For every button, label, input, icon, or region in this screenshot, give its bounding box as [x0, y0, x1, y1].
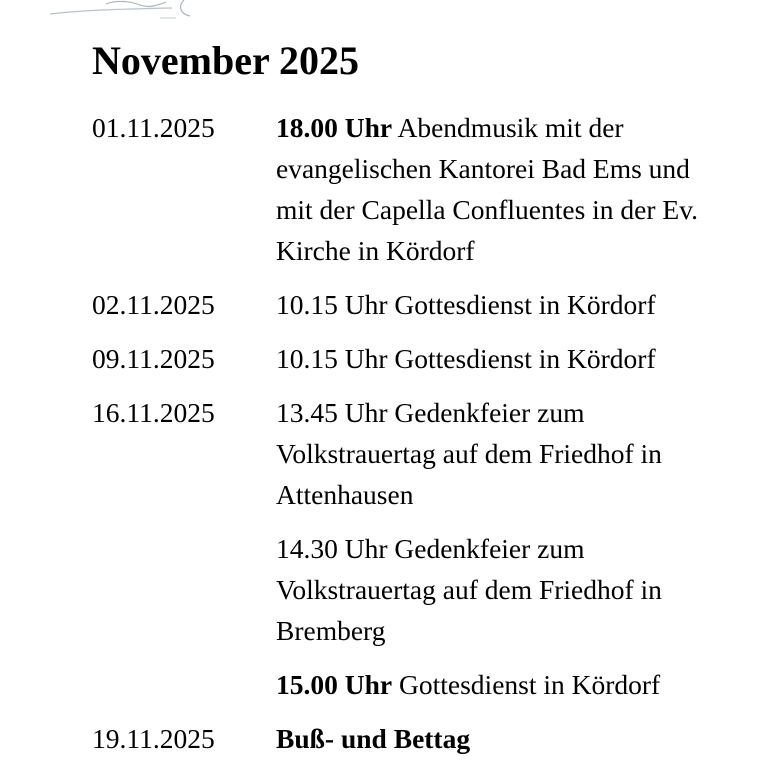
event-text [276, 664, 726, 705]
event-time: 15.00 Uhr [276, 669, 393, 700]
event-text [276, 107, 726, 271]
event-text: 10.15 Uhr Gottesdienst in Kördorf [276, 343, 656, 374]
event-row [92, 107, 732, 271]
event-date: 02.11.2025 [92, 289, 215, 320]
event-row [92, 718, 732, 759]
event-row [92, 392, 732, 515]
event-row [92, 338, 732, 379]
event-text: 10.15 Uhr Gottesdienst in Kördorf [276, 289, 656, 320]
event-list [92, 107, 732, 772]
event-date: 09.11.2025 [92, 343, 215, 374]
event-text: 13.45 Uhr Gedenkfeier zum Volkstrauertag auf dem Friedhof in Attenhausen [276, 397, 662, 510]
event-time: 18.00 Uhr [276, 112, 393, 143]
event-description: Abendmusik mit der evangelischen Kantorei Bad Ems und mit der Capella Confluentes in der Ev. Kirche in Kördorf [276, 112, 699, 266]
event-row [92, 528, 732, 651]
event-date: 19.11.2025 [92, 723, 215, 754]
event-row [92, 284, 732, 325]
event-row [92, 664, 732, 705]
event-date: 01.11.2025 [92, 112, 215, 143]
event-date: 16.11.2025 [92, 397, 215, 428]
event-description: Gottesdienst in Kördorf [399, 669, 661, 700]
logo-fragment [44, 0, 222, 22]
page-title: November 2025 [92, 38, 359, 83]
event-text: 14.30 Uhr Gedenkfeier zum Volkstrauertag auf dem Friedhof in Bremberg [276, 533, 662, 646]
event-text: Buß- und Bettag [276, 723, 471, 754]
